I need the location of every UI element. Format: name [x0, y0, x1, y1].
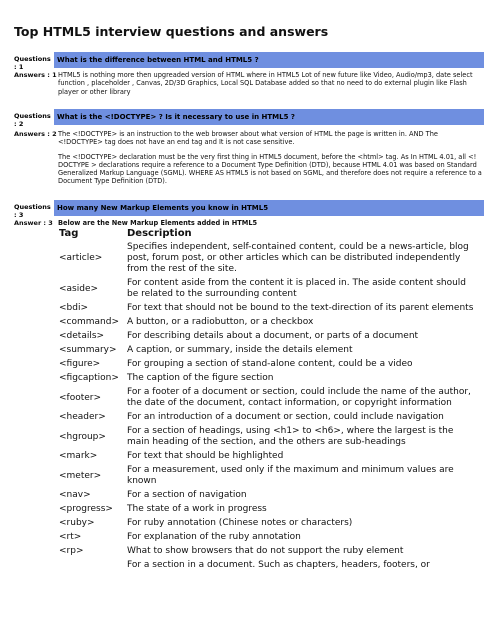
tag-cell: <details> [59, 331, 105, 341]
answer-1-text: HTML5 is nothing more then upgreaded version of HTML where in HTML5 Lot of new future like Video, Audio/mp3, date select function , placeholder , Canvas, 2D/3D Graphics, Local SQL Database added so that no need to do external plugin like Flash player or other library [58, 71, 473, 96]
answer-2 [14, 130, 484, 192]
markup-elements-table [57, 228, 477, 573]
tag-cell: <meter> [59, 470, 102, 481]
tag-cell: <mark> [59, 451, 98, 461]
answer-3 [14, 219, 484, 228]
tag-cell: <rt> [59, 532, 82, 542]
tag-cell: <bdi> [59, 303, 89, 313]
question-1 [14, 52, 484, 71]
answer-2-paragraph-1: The <!DOCTYPE> is an instruction to the web browser about what version of HTML the page is written in. AND The <!DOCTYPE> tag does not have an end tag and It is not case sensitive. [58, 130, 438, 147]
tag-cell: <aside> [59, 283, 99, 294]
answer-3-intro: Below are the New Markup Elements added in HTML5 [58, 219, 258, 227]
answer-2-text [58, 130, 484, 192]
question-3 [14, 200, 484, 219]
column-header-tag: Tag [59, 228, 79, 239]
question-1-label: Questions : 1 [14, 55, 51, 71]
column-header-description: Description [127, 228, 192, 239]
table-row [57, 330, 477, 344]
table-row [57, 411, 477, 425]
question-2 [14, 109, 484, 128]
description-cell: For an introduction of a document or section, could include navigation [127, 412, 444, 422]
description-cell: A caption, or summary, inside the details element [127, 345, 353, 355]
tag-cell: <figure> [59, 359, 101, 369]
tag-cell: <footer> [59, 392, 102, 403]
tag-cell: <progress> [59, 504, 113, 514]
tag-cell: <figcaption> [59, 373, 119, 383]
question-2-text: What is the <!DOCTYPE> ? Is it necessary to use in HTML5 ? [54, 109, 484, 125]
table-row [57, 503, 477, 517]
tag-cell: <nav> [59, 490, 91, 500]
tag-cell: <summary> [59, 345, 117, 355]
description-cell: For text that should not be bound to the text-direction of its parent elements [127, 303, 474, 313]
description-cell: For content aside from the content it is placed in. The aside content should be related to the surrounding content [127, 278, 467, 299]
description-cell: For text that should be highlighted [127, 451, 284, 461]
description-cell: What to show browsers that do not support the ruby element [127, 546, 404, 556]
table-row [57, 302, 477, 316]
description-cell: A button, or a radiobutton, or a checkbox [127, 317, 314, 327]
table-row [57, 464, 477, 489]
description-cell: For ruby annotation (Chinese notes or characters) [127, 518, 353, 528]
table-row [57, 545, 477, 559]
tag-cell: <ruby> [59, 518, 95, 528]
description-cell: The state of a work in progress [127, 504, 267, 514]
description-cell: For a section of navigation [127, 490, 247, 500]
tag-cell [57, 559, 125, 573]
answer-3-label: Answer : 3 [14, 219, 53, 227]
tag-cell: <header> [59, 412, 106, 422]
description-cell: For a section in a document. Such as chapters, headers, footers, or [127, 560, 430, 570]
table-row [57, 450, 477, 464]
description-cell: For grouping a section of stand-alone content, could be a video [127, 359, 413, 369]
tag-cell: <article> [59, 253, 103, 263]
table-row [57, 344, 477, 358]
answer-1 [14, 71, 484, 96]
tag-cell: <command> [59, 317, 120, 327]
table-row [57, 277, 477, 302]
description-cell: For a section of headings, using <h1> to <h6>, where the largest is the main heading of the section, and the others are sub-headings [127, 426, 454, 447]
question-3-label: Questions : 3 [14, 203, 51, 219]
table-row [57, 372, 477, 386]
answer-1-label: Answers : 1 [14, 71, 57, 79]
description-cell: For describing details about a document, or parts of a document [127, 331, 419, 341]
answer-2-paragraph-2: The <!DOCTYPE> declaration must be the very first thing in HTML5 document, before the <html> tag. As In HTML 4.01, all <! DOCTYPE > declarations require a reference to a Document Type Definition (DTD), because HTML 4.01 was based on Standard Generalized Markup Language (SGML). WHERE AS HTML5 is not based on SGML, and therefore does not require a reference to a Document Type Definition (DTD). [58, 152, 482, 186]
description-cell: The caption of the figure section [127, 373, 274, 383]
description-cell: For explanation of the ruby annotation [127, 532, 301, 542]
table-row [57, 425, 477, 450]
table-header-row [57, 228, 477, 241]
table-row [57, 316, 477, 330]
description-cell: For a measurement, used only if the maximum and minimum values are known [127, 465, 454, 486]
page-title: Top HTML5 interview questions and answers [14, 24, 329, 39]
table-row [57, 559, 477, 573]
tag-cell: <hgroup> [59, 431, 106, 442]
table-row [57, 489, 477, 503]
description-cell: For a footer of a document or section, could include the name of the author, the date of the document, contact information, or copyright information [127, 387, 471, 408]
answer-2-label: Answers : 2 [14, 130, 57, 138]
tag-cell: <rp> [59, 546, 84, 556]
description-cell: Specifies independent, self-contained content, could be a news-article, blog post, forum post, or other articles which can be distributed independently from the rest of the site. [127, 242, 469, 274]
table-row [57, 531, 477, 545]
question-2-label: Questions : 2 [14, 112, 51, 128]
question-1-text: What is the difference between HTML and HTML5 ? [54, 52, 484, 68]
table-row [57, 517, 477, 531]
table-row [57, 241, 477, 277]
table-row [57, 358, 477, 372]
table-row [57, 386, 477, 411]
question-3-text: How many New Markup Elements you know in HTML5 [54, 200, 484, 216]
